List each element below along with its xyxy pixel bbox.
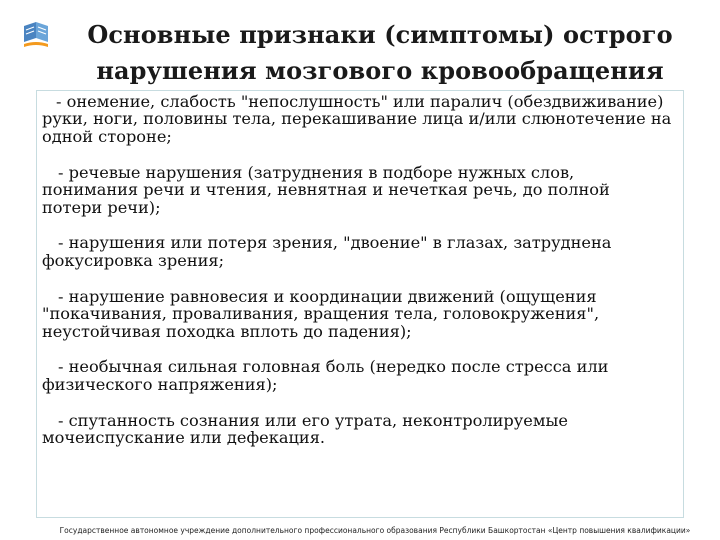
- symptom-item-numbness: - онемение, слабость "непослушность" или паралич (обездвиживание) руки, ноги, половины тела, перекашивание лица и/или слюнотечение на одной стороне;: [42, 92, 672, 146]
- symptoms-list: [42, 93, 672, 465]
- symptom-item-speech: - речевые нарушения (затруднения в подборе нужных слов, понимания речи и чтения, невнятная и нечеткая речь, до полной потери речи);: [42, 162, 610, 217]
- title-line-2: нарушения мозгового кровообращения: [96, 56, 664, 85]
- slide-title: [60, 17, 700, 89]
- symptom-item-vision: - нарушения или потеря зрения, "двоение" в глазах, затруднена фокусировка зрения;: [42, 233, 612, 270]
- symptom-item-consciousness: - спутанность сознания или его утрата, неконтролируемые мочеиспускание или дефекация.: [42, 410, 568, 448]
- symptom-item-balance: - нарушение равновесия и координации движений (ощущения "покачивания, проваливания, вращения тела, головокружения", неустойчивая походка вплоть до падения);: [42, 286, 600, 341]
- title-line-1: Основные признаки (симптомы) острого: [87, 20, 673, 49]
- footer-institution: Государственное автономное учреждение дополнительного профессионального образования Республики Башкортостан «Центр повышения квалификации»: [59, 526, 691, 535]
- book-logo-icon: [22, 20, 50, 50]
- symptom-item-headache: - необычная сильная головная боль (нередко после стресса или физического напряжения);: [42, 357, 609, 394]
